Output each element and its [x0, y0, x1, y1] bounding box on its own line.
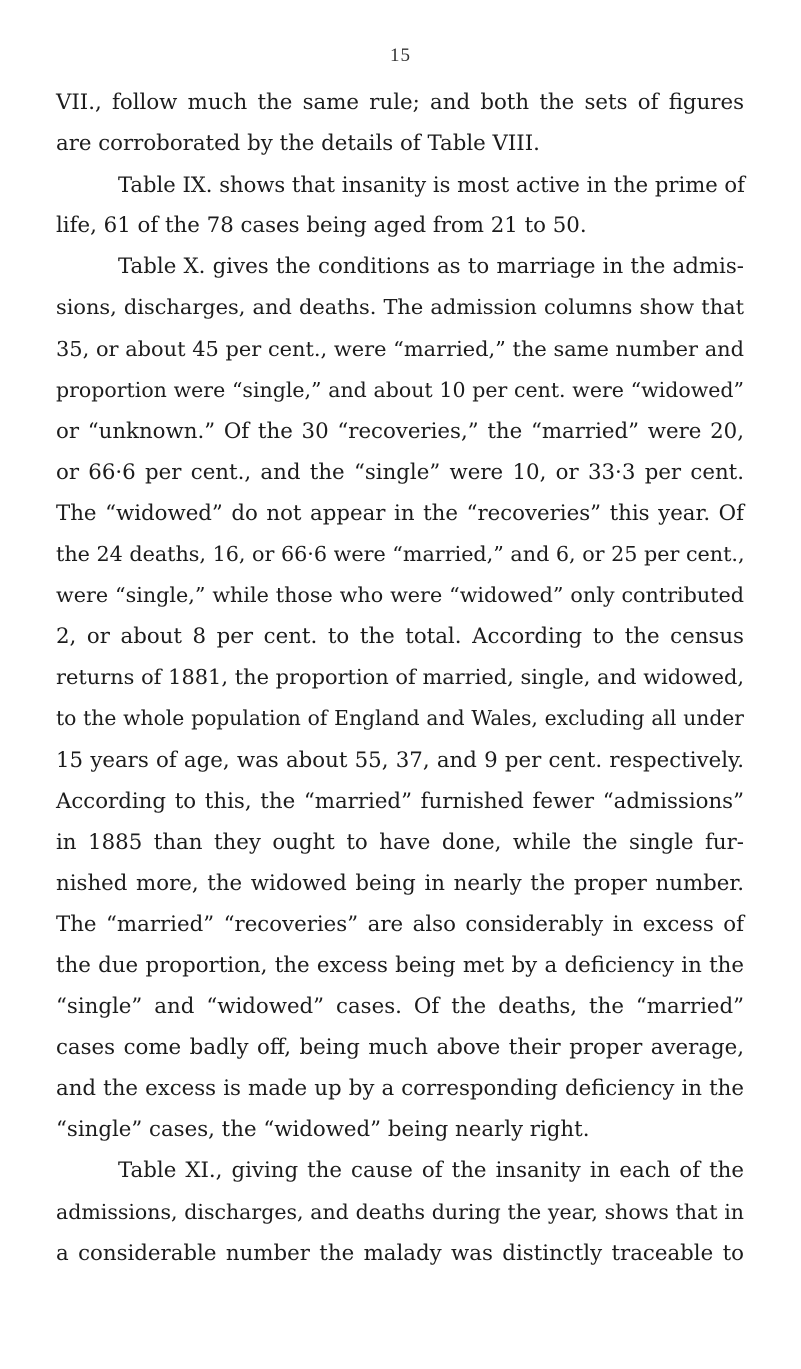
paragraph-first-line: Table XI., giving the cause of the insanity in each of the [118, 1158, 744, 1184]
page-number: 15 [390, 45, 411, 66]
text-line: and the excess is made up by a corresponding deficiency in the [56, 1076, 744, 1102]
text-line: 15 years of age, was about 55, 37, and 9 per cent. respectively. [56, 747, 744, 773]
text-line: or “unknown.” Of the 30 “recoveries,” the “married” were 20, [56, 418, 744, 444]
text-line: a considerable number the malady was distinctly traceable to [56, 1240, 744, 1266]
text-line: in 1885 than they ought to have done, while the single fur- [56, 829, 744, 855]
text-line: admissions, discharges, and deaths during the year, shows that in [56, 1199, 744, 1224]
paragraph-first-line: Table X. gives the conditions as to marriage in the admis- [118, 254, 744, 280]
text-line: the 24 deaths, 16, or 66·6 were “married,” and 6, or 25 per cent., [56, 542, 745, 567]
text-line: the due proportion, the excess being met by a deficiency in the [56, 952, 744, 978]
body-text [56, 82, 744, 1274]
text-line: to the whole population of England and Wales, excluding all under [56, 706, 744, 731]
text-line: returns of 1881, the proportion of married, single, and widowed, [56, 665, 744, 690]
text-line: The “married” “recoveries” are also considerably in excess of [56, 911, 744, 937]
text-line: “single” cases, the “widowed” being nearly right. [56, 1117, 590, 1143]
text-line: or 66·6 per cent., and the “single” were 10, or 33·3 per cent. [56, 459, 744, 485]
paragraph-first-line: Table IX. shows that insanity is most active in the prime of [118, 172, 745, 198]
text-line: According to this, the “married” furnished fewer “admissions” [56, 788, 744, 814]
text-line: The “widowed” do not appear in the “recoveries” this year. Of [56, 500, 744, 526]
text-line: were “single,” while those who were “widowed” only contributed [56, 583, 744, 608]
text-line: “single” and “widowed” cases. Of the deaths, the “married” [56, 994, 744, 1020]
text-line: 2, or about 8 per cent. to the total. According to the census [56, 624, 744, 650]
text-line: life, 61 of the 78 cases being aged from 21 to 50. [56, 213, 587, 239]
text-line: are corroborated by the details of Table VIII. [56, 131, 540, 157]
text-line: 35, or about 45 per cent., were “married,” the same number and [56, 336, 744, 361]
text-line: VII., follow much the same rule; and both the sets of figures [56, 90, 744, 115]
text-line: cases come badly off, being much above their proper average, [56, 1035, 744, 1061]
text-line: nished more, the widowed being in nearly the proper number. [56, 870, 744, 896]
text-line: sions, discharges, and deaths. The admission columns show that [56, 295, 744, 320]
text-line: proportion were “single,” and about 10 per cent. were “widowed” [56, 377, 744, 402]
